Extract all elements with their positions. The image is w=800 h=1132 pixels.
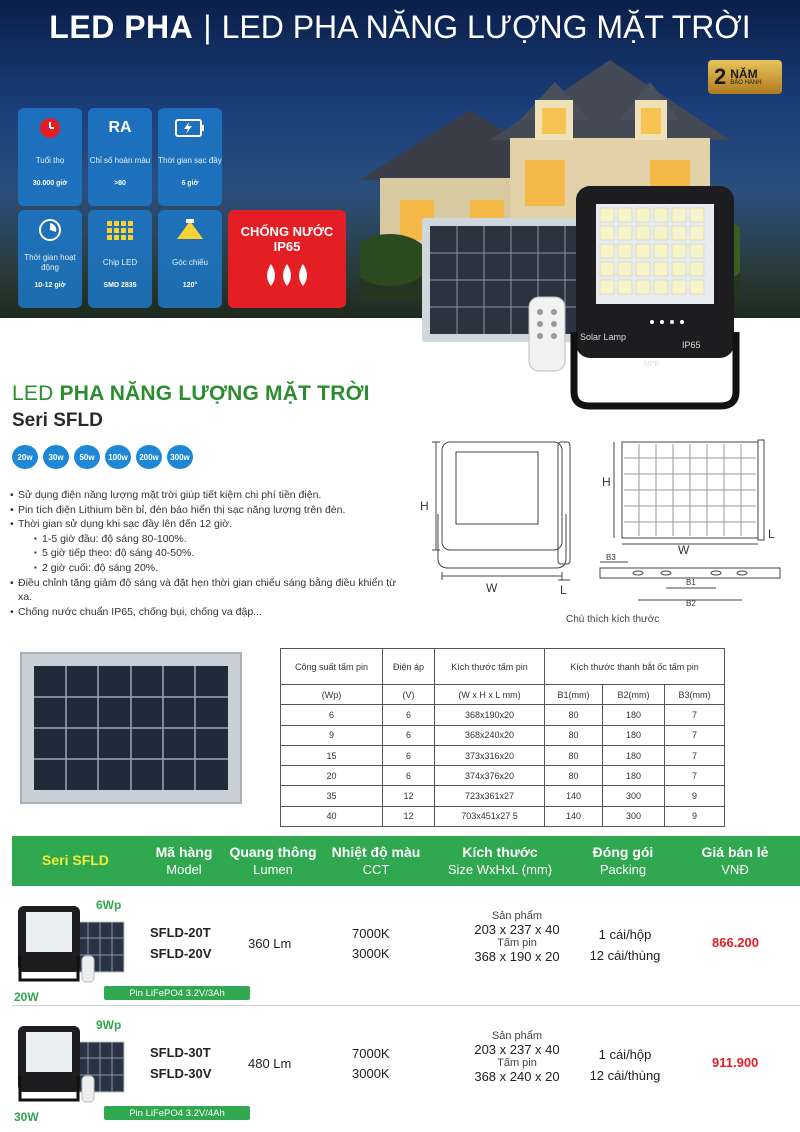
model-codes: SFLD-30T SFLD-30V — [150, 1045, 212, 1081]
table-row: 40 12 703x451x27 5 140 300 9 — [281, 806, 725, 826]
spec-value: 6 giờ — [181, 180, 199, 187]
series-name: Seri SFLD — [12, 410, 103, 431]
th-bracket-size: Kích thước thanh bắt ốc tấm pin — [545, 649, 725, 685]
feature-item: • Sử dụng điện năng lượng mặt trời giúp tiết kiệm chi phí tiền điện. — [10, 488, 402, 503]
clock-icon — [39, 117, 61, 139]
feature-item: • Điều chỉnh tăng giảm độ sáng và đặt hẹn thời gian chiếu sáng bằng điều khiển từ xa. — [10, 576, 402, 605]
unit-cell: (W x H x L mm) — [435, 685, 545, 705]
solar-lamp-label: Solar Lamp — [580, 332, 627, 342]
wattage-badge: 30w — [43, 445, 69, 469]
price-row — [12, 894, 800, 1006]
spec-chip — [88, 210, 152, 308]
beam-angle-icon — [175, 219, 205, 241]
product-thumbnail — [16, 1020, 136, 1104]
spec-beam-angle — [158, 210, 222, 308]
row-divider — [12, 1005, 800, 1006]
th-power: Công suất tấm pin — [281, 649, 383, 685]
spec-label: Chỉ số hoàn màu — [89, 156, 151, 165]
timer-icon — [38, 218, 62, 242]
unit-cell: B3(mm) — [665, 685, 725, 705]
waterproof-badge — [228, 210, 346, 308]
wattage-badge: 20w — [12, 445, 38, 469]
price-table-header — [12, 836, 800, 886]
spec-label: Thời gian hoạt động — [24, 253, 76, 272]
lamp-wattage: 30W — [14, 1110, 39, 1124]
spec-lifetime — [18, 108, 82, 206]
solar-panel-cells — [34, 666, 228, 790]
unit-cell: (Wp) — [281, 685, 383, 705]
price-header-size: Kích thước Size WxHxL (mm) — [447, 844, 553, 877]
dimension-drawings — [412, 430, 798, 612]
solar-panel-photo — [20, 652, 242, 804]
price-header-pack: Đóng gói Packing — [592, 844, 654, 877]
waterproof-line2: IP65 — [273, 239, 301, 254]
dim-label-b2: B2 — [686, 599, 696, 608]
model-codes: SFLD-20T SFLD-20V — [150, 925, 212, 961]
header-separator: | — [203, 8, 212, 45]
dim-label-b1: B1 — [686, 578, 696, 587]
feature-list — [10, 488, 402, 619]
unit-cell: B2(mm) — [603, 685, 665, 705]
dim-label-h: H — [420, 499, 429, 513]
packing-values: 1 cái/hộp 12 cái/thùng — [589, 927, 661, 963]
title-bold: PHA NĂNG LƯỢNG MẶT TRỜI — [59, 382, 370, 405]
floodlight-illustration — [570, 182, 740, 410]
panel-wattage: 9Wp — [96, 1018, 122, 1032]
size-values: Sản phẩm 203 x 237 x 40 Tấm pin 368 x 240 x 20 — [474, 1030, 560, 1084]
spec-label: Góc chiếu — [171, 258, 209, 267]
spec-value: >80 — [114, 180, 126, 187]
dim-label-h2: H — [602, 475, 611, 489]
table-row: 20 6 374x376x20 80 180 7 — [281, 766, 725, 786]
ra-icon: RA — [108, 119, 132, 136]
spec-label: Tuổi thọ — [35, 156, 65, 165]
cct-values: 7000K 3000K — [352, 1046, 390, 1081]
table-row: 9 6 368x240x20 80 180 7 — [281, 725, 725, 745]
panel-wattage: 6Wp — [96, 898, 122, 912]
feature-subitem: ▪ 2 giờ cuối: độ sáng 20%. — [10, 561, 402, 576]
brand-label: MPE — [644, 361, 660, 368]
spec-label: Chip LED — [102, 258, 138, 267]
wattage-badge: 100w — [105, 445, 131, 469]
wattage-list — [12, 445, 193, 469]
lumen-value: 360 Lm — [248, 936, 292, 951]
feature-subitem: ▪ 5 giờ tiếp theo: độ sáng 40-50%. — [10, 546, 402, 561]
header-title-light: LED PHA NĂNG LƯỢNG MẶT TRỜI — [221, 8, 751, 45]
ip-label: IP65 — [682, 340, 701, 350]
dim-label-w: W — [486, 581, 498, 595]
price-row — [12, 1014, 800, 1126]
waterproof-line1: CHỐNG NƯỚC — [240, 224, 334, 239]
table-row: 15 6 373x316x20 80 180 7 — [281, 745, 725, 765]
panel-spec-table — [280, 648, 725, 827]
unit-cell: (V) — [383, 685, 435, 705]
water-drops-icon — [257, 260, 317, 290]
warranty-badge — [708, 60, 782, 94]
price-header-lumen: Quang thông Lumen — [229, 844, 317, 877]
th-panel-size: Kích thước tấm pin — [435, 649, 545, 685]
feature-item: • Thời gian sử dụng khi sạc đầy lên đến 12 giờ. — [10, 517, 402, 532]
spec-label: Thời gian sạc đầy — [158, 156, 222, 165]
dim-label-b3: B3 — [606, 553, 616, 562]
title-bar — [0, 0, 800, 54]
battery-charge-icon — [175, 119, 205, 137]
spec-value: 120° — [182, 282, 198, 289]
feature-item: • Chống nước chuẩn IP65, chống bụi, chống va đập... — [10, 605, 402, 620]
unit-cell: B1(mm) — [545, 685, 603, 705]
spec-charge-time — [158, 108, 222, 206]
th-voltage: Điện áp — [383, 649, 435, 685]
retail-price: 911.900 — [712, 1055, 759, 1070]
spec-value: 10-12 giờ — [34, 282, 66, 289]
cct-values: 7000K 3000K — [352, 926, 390, 961]
remote-control — [528, 296, 566, 372]
price-header-price: Giá bán lẻ VNĐ — [701, 844, 769, 877]
dim-label-w2: W — [678, 543, 690, 557]
price-header-seri: Seri SFLD — [42, 852, 109, 868]
dim-label-l: L — [560, 583, 567, 597]
size-values: Sản phẩm 203 x 237 x 40 Tấm pin 368 x 190 x 20 — [474, 910, 560, 964]
header-title-bold: LED PHA — [49, 8, 194, 45]
lamp-wattage: 20W — [14, 990, 39, 1004]
wattage-badge: 300w — [167, 445, 193, 469]
spec-value: 30.000 giờ — [32, 180, 68, 187]
battery-badge: Pin LiFePO4 3.2V/3Ah — [104, 986, 250, 1000]
price-header-cct: Nhiệt độ màu CCT — [331, 844, 421, 877]
dimension-caption: Chú thích kích thước — [566, 614, 660, 625]
product-title — [12, 382, 370, 406]
wattage-badge: 50w — [74, 445, 100, 469]
wattage-badge: 200w — [136, 445, 162, 469]
lumen-value: 480 Lm — [248, 1056, 292, 1071]
retail-price: 866.200 — [712, 935, 759, 950]
chip-led-icon — [106, 220, 134, 240]
dim-label-l2: L — [768, 527, 775, 541]
spec-operation-time — [18, 210, 82, 308]
warranty-word: NĂM — [730, 67, 758, 81]
warranty-number: 2 — [714, 64, 727, 89]
table-row: 6 6 368x190x20 80 180 7 — [281, 705, 725, 725]
product-thumbnail — [16, 900, 136, 984]
table-row: 35 12 723x361x27 140 300 9 — [281, 786, 725, 806]
hero-floodlight — [570, 182, 740, 410]
spec-value: SMD 2835 — [103, 282, 137, 289]
price-header-model: Mã hàng Model — [155, 844, 213, 877]
spec-cri — [88, 108, 152, 206]
packing-values: 1 cái/hộp 12 cái/thùng — [589, 1047, 661, 1083]
solar-panel-illustration — [430, 226, 592, 334]
title-light: LED — [12, 382, 54, 405]
feature-subitem: ▪ 1-5 giờ đầu: độ sáng 80-100%. — [10, 532, 402, 547]
battery-badge: Pin LiFePO4 3.2V/4Ah — [104, 1106, 250, 1120]
warranty-sub: BẢO HÀNH — [730, 80, 762, 86]
feature-item: • Pin tích điện Lithium bền bỉ, đèn báo hiển thị sạc năng lượng trên đèn. — [10, 503, 402, 518]
